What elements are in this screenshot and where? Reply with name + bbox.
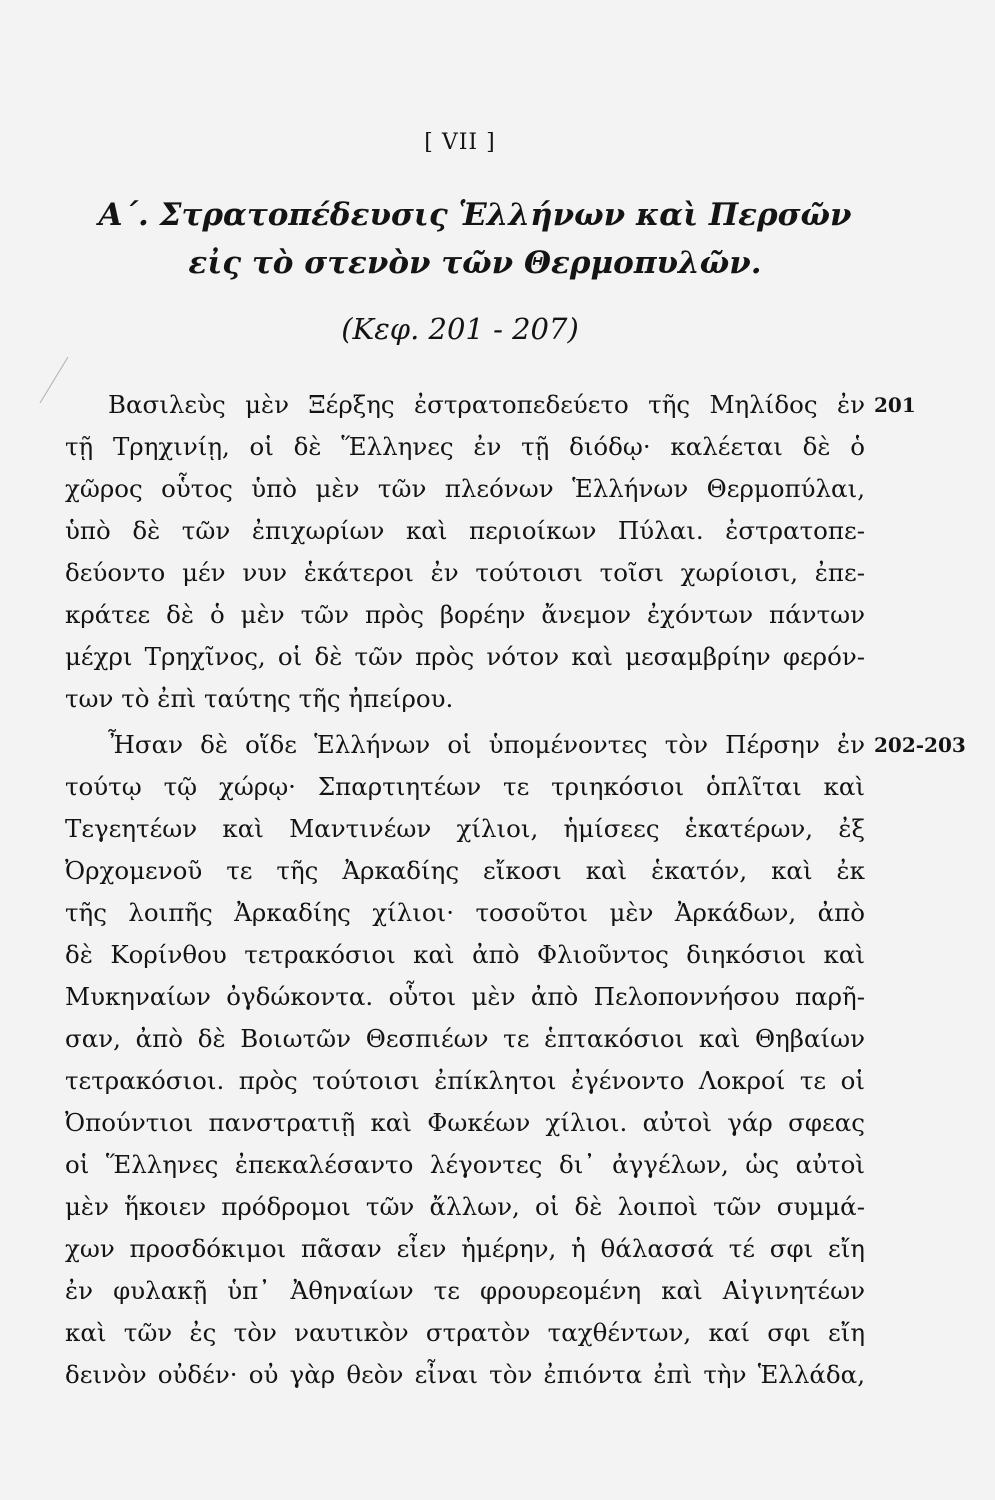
chapter-range: (Κεφ. 201 - 207) bbox=[341, 312, 579, 346]
text-line: των τὸ ἐπὶ ταύτης τῆς ἠπείρου. bbox=[65, 684, 454, 713]
text-line: χων προσδόκιμοι πᾶσαν εἶεν ἡμέρην, ἡ θάλασσά τέ σφι εἴη bbox=[65, 1234, 865, 1263]
text-line: οἱ Ἕλληνες ἐπεκαλέσαντο λέγοντες δι᾽ ἀγγέλων, ὡς αὐτοὶ bbox=[65, 1150, 865, 1179]
text-line: ὑπὸ δὲ τῶν ἐπιχωρίων καὶ περιοίκων Πύλαι. ἐστρατοπε- bbox=[65, 516, 865, 545]
text-line: ἐν φυλακῇ ὑπ᾽ Ἀθηναίων τε φρουρεομένη καὶ Αἰγινητέων bbox=[65, 1276, 865, 1305]
text-line: τετρακόσιοι. πρὸς τούτοισι ἐπίκλητοι ἐγένοντο Λοκροί τε οἱ bbox=[65, 1066, 865, 1095]
text-line: Τεγεητέων καὶ Μαντινέων χίλιοι, ἡμίσεες ἑκατέρων, ἐξ bbox=[65, 814, 865, 843]
text-line: Ἦσαν δὲ οἵδε Ἑλλήνων οἱ ὑπομένοντες τὸν Πέρσην ἐν bbox=[108, 730, 865, 759]
text-line: Ὀρχομενοῦ τε τῆς Ἀρκαδίης εἴκοσι καὶ ἑκατόν, καὶ ἐκ bbox=[65, 856, 865, 885]
text-line: χῶρος οὗτος ὑπὸ μὲν τῶν πλεόνων Ἑλλήνων Θερμοπύλαι, bbox=[65, 474, 865, 503]
page-number: [ VII ] bbox=[424, 130, 496, 155]
text-line: Βασιλεὺς μὲν Ξέρξης ἐστρατοπεδεύετο τῆς Μηλίδος ἐν bbox=[108, 390, 865, 419]
page-fold-mark bbox=[38, 355, 78, 405]
text-line: δεινὸν οὐδέν· οὐ γὰρ θεὸν εἶναι τὸν ἐπιόντα ἐπὶ τὴν Ἑλλάδα, bbox=[65, 1360, 865, 1389]
text-line: δὲ Κορίνθου τετρακόσιοι καὶ ἀπὸ Φλιοῦντος διηκόσιοι καὶ bbox=[65, 940, 865, 969]
margin-note-chapter: 202-203 bbox=[874, 733, 966, 757]
text-line: δεύοντο μέν νυν ἑκάτεροι ἐν τούτοισι τοῖσι χωρίοισι, ἐπε- bbox=[65, 558, 865, 587]
text-line: τῇ Τρηχινίῃ, οἱ δὲ Ἕλληνες ἐν τῇ διόδῳ· καλέεται δὲ ὁ bbox=[65, 432, 865, 461]
heading-line-1: Α΄. Στρατοπέδευσις Ἑλλήνων καὶ Περσῶν bbox=[98, 197, 852, 233]
margin-note-chapter: 201 bbox=[874, 393, 916, 417]
text-line: σαν, ἀπὸ δὲ Βοιωτῶν Θεσπιέων τε ἑπτακόσιοι καὶ Θηβαίων bbox=[65, 1024, 865, 1053]
text-line: Μυκηναίων ὀγδώκοντα. οὗτοι μὲν ἀπὸ Πελοποννήσου παρῆ- bbox=[65, 982, 865, 1011]
text-line: Ὀπούντιοι πανστρατιῇ καὶ Φωκέων χίλιοι. αὐτοὶ γάρ σφεας bbox=[65, 1108, 865, 1137]
text-line: μὲν ἥκοιεν πρόδρομοι τῶν ἄλλων, οἱ δὲ λοιποὶ τῶν συμμά- bbox=[65, 1192, 865, 1221]
text-line: τῆς λοιπῆς Ἀρκαδίης χίλιοι· τοσοῦτοι μὲν Ἀρκάδων, ἀπὸ bbox=[65, 898, 865, 927]
text-line: κράτεε δὲ ὁ μὲν τῶν πρὸς βορέην ἄνεμον ἐχόντων πάντων bbox=[65, 600, 865, 629]
text-line: μέχρι Τρηχῖνος, οἱ δὲ τῶν πρὸς νότον καὶ μεσαμβρίην φερόν- bbox=[65, 642, 865, 671]
text-line: καὶ τῶν ἐς τὸν ναυτικὸν στρατὸν ταχθέντων, καί σφι εἴη bbox=[65, 1318, 865, 1347]
heading-line-2: εἰς τὸ στενὸν τῶν Θερμοπυλῶν. bbox=[188, 245, 762, 281]
text-line: τούτῳ τῷ χώρῳ· Σπαρτιητέων τε τριηκόσιοι ὁπλῖται καὶ bbox=[65, 772, 865, 801]
